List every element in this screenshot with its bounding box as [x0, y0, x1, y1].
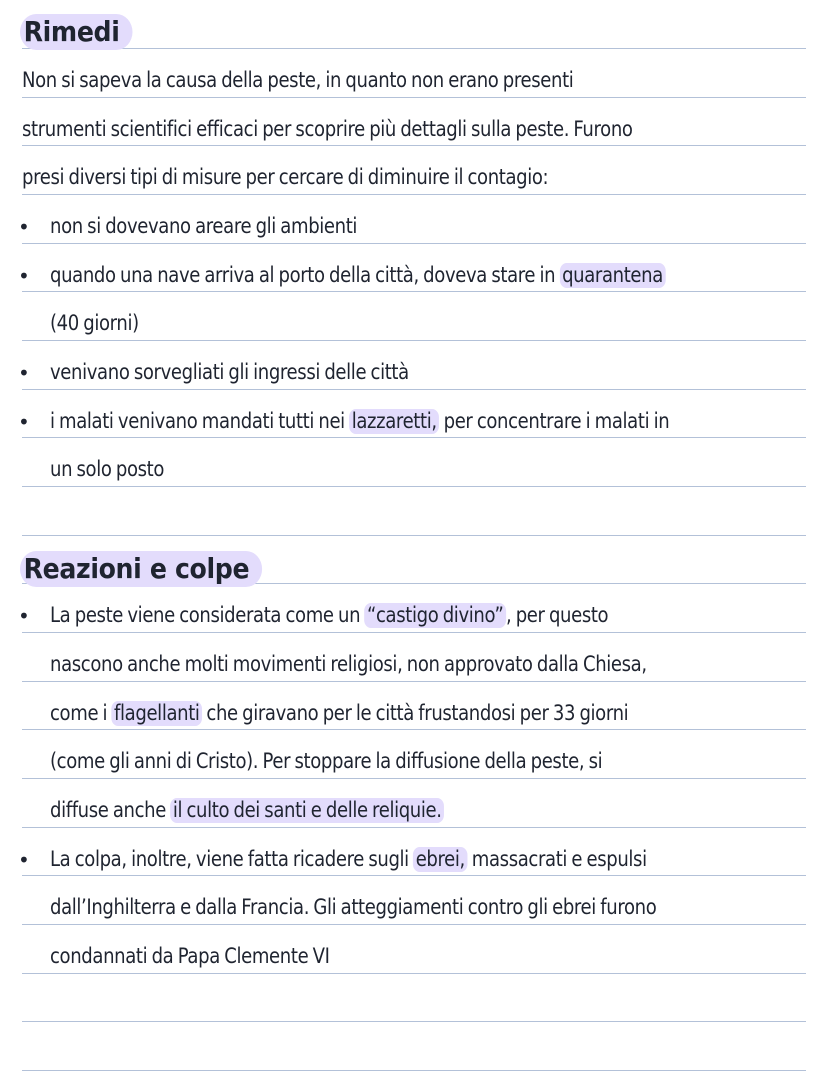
ruled-line: [22, 1070, 806, 1071]
bullet-text: quando una nave arriva al porto della città, doveva stare in: [50, 263, 560, 288]
ruled-line: [22, 194, 806, 195]
bullet-line: [50, 407, 669, 437]
ruled-line: [22, 145, 806, 146]
bullet-line: condannati da Papa Clemente VI: [50, 944, 330, 969]
ruled-line: [22, 973, 806, 974]
bullet-line: [50, 261, 665, 291]
bullet-line: [50, 699, 628, 729]
bullet-marker: •: [18, 848, 30, 872]
bullet-marker: •: [18, 264, 30, 288]
bullet-line: un solo posto: [50, 457, 165, 482]
ruled-line: [22, 437, 806, 438]
intro-line: presi diversi tipi di misure per cercare di diminuire il contagio:: [22, 165, 549, 190]
bullet-marker: •: [18, 410, 30, 434]
bullet-line: non si dovevano areare gli ambienti: [50, 214, 358, 239]
ruled-line: [22, 243, 806, 244]
ruled-line: [22, 389, 806, 390]
bullet-text: , per questo: [506, 603, 609, 628]
intro-line: strumenti scientifici efficaci per scoprire più dettagli sulla peste. Furono: [22, 117, 633, 142]
bullet-text: i malati venivano mandati tutti nei: [50, 409, 350, 434]
section-heading-rimedi: Rimedi: [20, 14, 132, 50]
highlight-castigo-divino: “castigo divino”: [365, 603, 507, 628]
ruled-line: [22, 778, 806, 779]
bullet-line: dall’Inghilterra e dalla Francia. Gli atteggiamenti contro gli ebrei furono: [50, 895, 657, 920]
highlight-lazzaretti: lazzaretti,: [349, 409, 439, 434]
highlight-culto-santi: il culto dei santi e delle reliquie.: [170, 798, 444, 823]
bullet-text: come i: [50, 701, 112, 726]
bullet-line: [50, 796, 444, 826]
ruled-line: [22, 535, 806, 536]
bullet-line: venivano sorvegliati gli ingressi delle città: [50, 360, 409, 385]
bullet-line: (40 giorni): [50, 311, 139, 336]
bullet-marker: •: [18, 361, 30, 385]
ruled-line: [22, 681, 806, 682]
ruled-line: [22, 1021, 806, 1022]
ruled-line: [22, 291, 806, 292]
bullet-line: [50, 845, 647, 875]
bullet-line: (come gli anni di Cristo). Per stoppare la diffusione della peste, si: [50, 749, 603, 774]
highlight-ebrei: ebrei,: [413, 847, 467, 872]
ruled-line: [22, 48, 806, 49]
ruled-line: [22, 827, 806, 828]
ruled-line: [22, 729, 806, 730]
bullet-text: per concentrare i malati in: [439, 409, 670, 434]
section-heading-reazioni-e-colpe: Reazioni e colpe: [20, 551, 262, 587]
highlight-flagellanti: flagellanti: [112, 701, 203, 726]
bullet-text: La colpa, inoltre, viene fatta ricadere sugli: [50, 847, 414, 872]
ruled-line: [22, 924, 806, 925]
bullet-marker: •: [18, 604, 30, 628]
ruled-line: [22, 875, 806, 876]
ruled-line: [22, 486, 806, 487]
bullet-text: massacrati e espulsi: [467, 847, 647, 872]
ruled-line: [22, 632, 806, 633]
bullet-marker: •: [18, 215, 30, 239]
bullet-line: [50, 601, 608, 631]
bullet-text: La peste viene considerata come un: [50, 603, 365, 628]
bullet-line: nascono anche molti movimenti religiosi, non approvato dalla Chiesa,: [50, 652, 647, 677]
highlight-quarantena: quarantena: [560, 263, 666, 288]
bullet-text: diffuse anche: [50, 798, 171, 823]
bullet-text: che giravano per le città frustandosi per 33 giorni: [202, 701, 629, 726]
ruled-line: [22, 97, 806, 98]
intro-line: Non si sapeva la causa della peste, in quanto non erano presenti: [22, 68, 574, 93]
ruled-line: [22, 340, 806, 341]
